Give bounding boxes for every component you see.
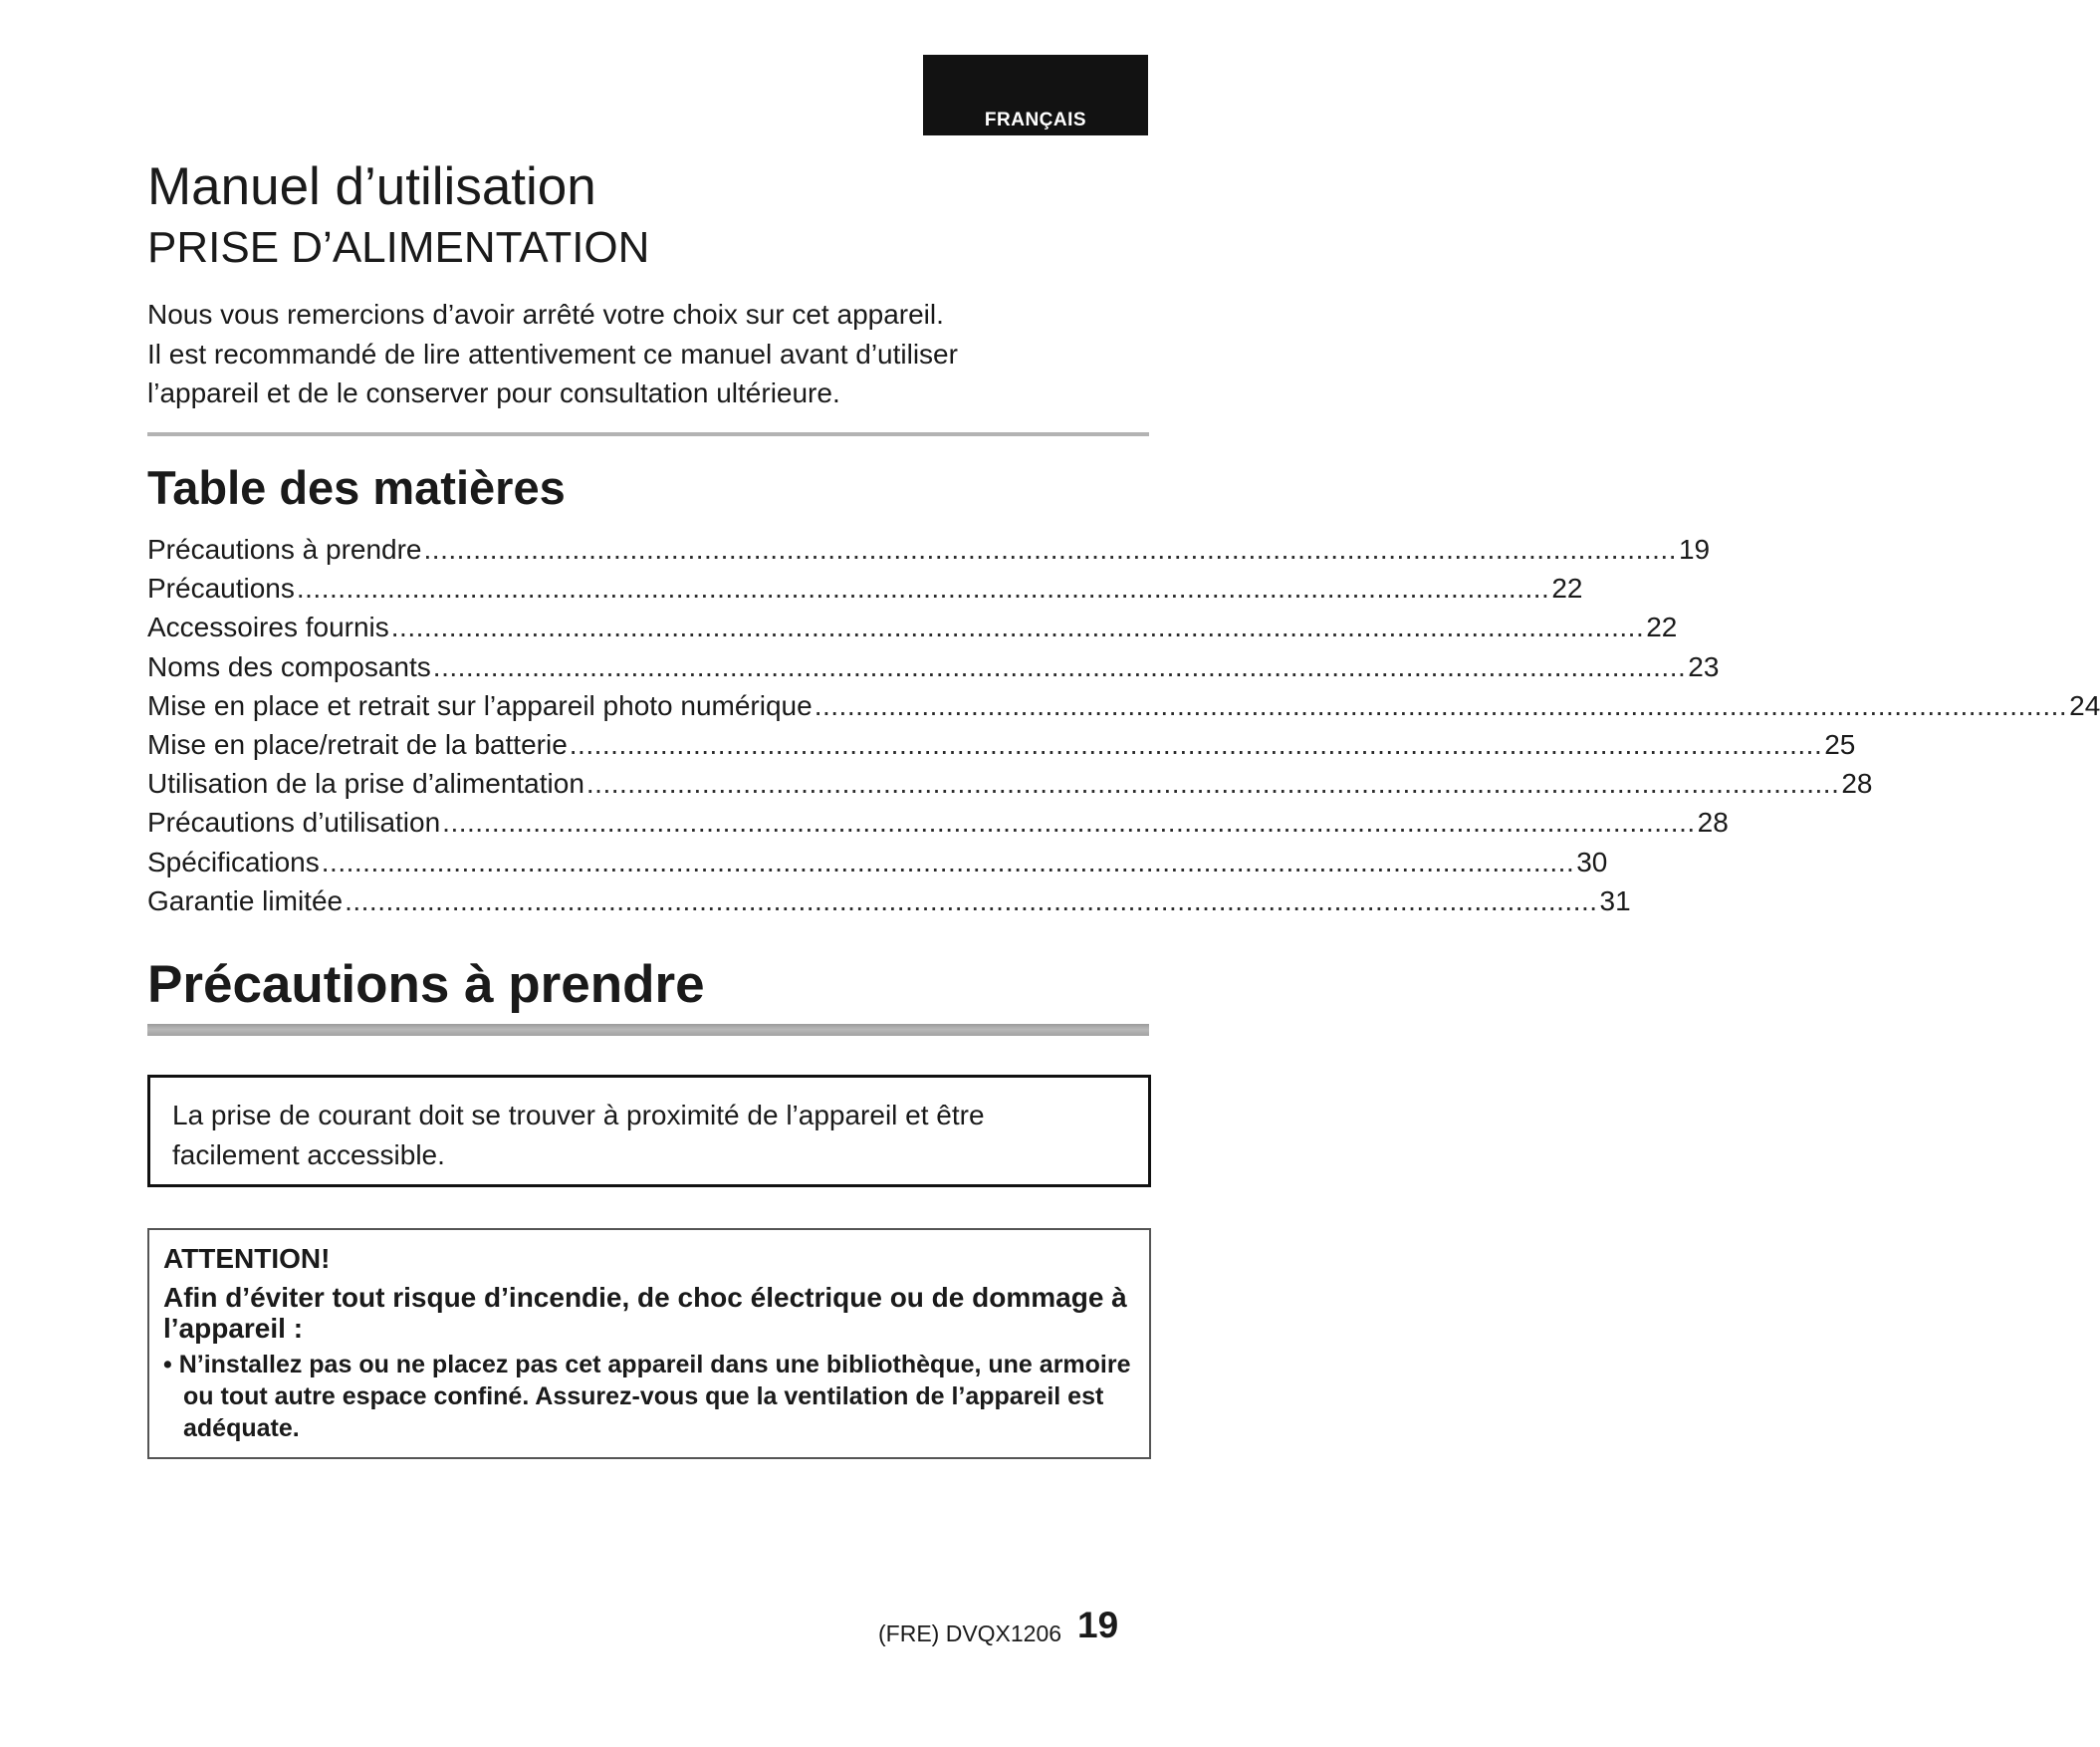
toc-entry-label: Précautions à prendre <box>147 534 422 565</box>
intro-line: Il est recommandé de lire attentivement ce manuel avant d’utiliser <box>147 338 958 370</box>
toc-leader-dots: ........................................................................................................................................................ <box>569 728 1823 760</box>
warning-lead: Afin d’éviter tout risque d’incendie, de choc électrique ou de dommage à l’appareil : <box>163 1282 1127 1344</box>
toc-entry-label: Accessoires fournis <box>147 612 389 643</box>
toc-entry[interactable] <box>147 608 1678 646</box>
toc-heading: Table des matières <box>147 461 566 514</box>
toc-entry[interactable] <box>147 764 1873 803</box>
toc-entry[interactable] <box>147 843 1608 881</box>
page-title: Manuel d’utilisation <box>147 157 596 216</box>
intro-line: Nous vous remercions d’avoir arrêté votre choix sur cet appareil. <box>147 299 944 330</box>
section-divider <box>147 432 1149 436</box>
page-number: 19 <box>1077 1605 1119 1645</box>
toc-leader-dots: ........................................................................................................................................................ <box>345 884 1598 916</box>
intro-text <box>147 295 1143 413</box>
toc-entry[interactable] <box>147 530 1711 569</box>
warning-box <box>147 1228 1151 1459</box>
toc-entry[interactable] <box>147 686 2100 725</box>
toc-leader-dots: ........................................................................................................................................................ <box>585 768 1840 800</box>
toc-entry-label: Noms des composants <box>147 650 431 682</box>
toc-leader-dots: ........................................................................................................................................................ <box>296 573 1550 605</box>
toc-entry-page: 23 <box>1688 650 1720 682</box>
table-of-contents <box>147 530 2100 920</box>
toc-entry[interactable] <box>147 881 1631 920</box>
toc-entry-page: 24 <box>2069 689 2100 721</box>
toc-leader-dots: ........................................................................................................................................................ <box>390 612 1645 643</box>
toc-entry[interactable] <box>147 803 1729 842</box>
document-code: (FRE) DVQX1206 <box>878 1621 1062 1646</box>
toc-entry-label: Précautions <box>147 573 295 605</box>
toc-entry-page: 22 <box>1646 612 1678 643</box>
toc-entry[interactable] <box>147 725 1856 764</box>
notice-line: facilement accessible. <box>172 1138 445 1170</box>
section-heading: Précautions à prendre <box>147 955 705 1014</box>
toc-entry-page: 25 <box>1824 728 1856 760</box>
toc-entry[interactable] <box>147 569 1583 608</box>
toc-leader-dots: ........................................................................................................................................................ <box>432 650 1687 682</box>
toc-entry-page: 28 <box>1697 807 1729 839</box>
toc-entry-label: Garantie limitée <box>147 884 344 916</box>
toc-entry-label: Précautions d’utilisation <box>147 807 441 839</box>
toc-leader-dots: ........................................................................................................................................................ <box>814 689 2068 721</box>
toc-entry-page: 22 <box>1551 573 1583 605</box>
toc-leader-dots: ........................................................................................................................................................ <box>442 807 1696 839</box>
toc-entry-page: 19 <box>1678 534 1711 565</box>
notice-line: La prise de courant doit se trouver à proximité de l’appareil et être <box>172 1100 985 1130</box>
intro-line: l’appareil et de le conserver pour consultation ultérieure. <box>147 377 840 408</box>
toc-entry-label: Mise en place/retrait de la batterie <box>147 728 568 760</box>
warning-title: ATTENTION! <box>163 1243 331 1274</box>
product-name: PRISE D’ALIMENTATION <box>147 223 650 272</box>
toc-leader-dots: ........................................................................................................................................................ <box>321 846 1575 877</box>
warning-bullet-item: • N’installez pas ou ne placez pas cet appareil dans une bibliothèque, une armoire ou tout autre espace confiné. Assurez-vous que la ventilation de l’appareil est adéquate. <box>163 1351 1131 1442</box>
toc-entry[interactable] <box>147 647 1720 686</box>
toc-entry-label: Mise en place et retrait sur l’appareil photo numérique <box>147 689 813 721</box>
toc-entry-page: 31 <box>1599 884 1631 916</box>
language-tab: FRANÇAIS <box>923 55 1148 135</box>
toc-entry-label: Utilisation de la prise d’alimentation <box>147 768 584 800</box>
toc-entry-page: 28 <box>1841 768 1873 800</box>
toc-entry-label: Spécifications <box>147 846 320 877</box>
heading-underline-bar <box>147 1024 1149 1036</box>
notice-box <box>147 1075 1151 1187</box>
toc-leader-dots: ........................................................................................................................................................ <box>423 534 1677 565</box>
toc-entry-page: 30 <box>1576 846 1608 877</box>
